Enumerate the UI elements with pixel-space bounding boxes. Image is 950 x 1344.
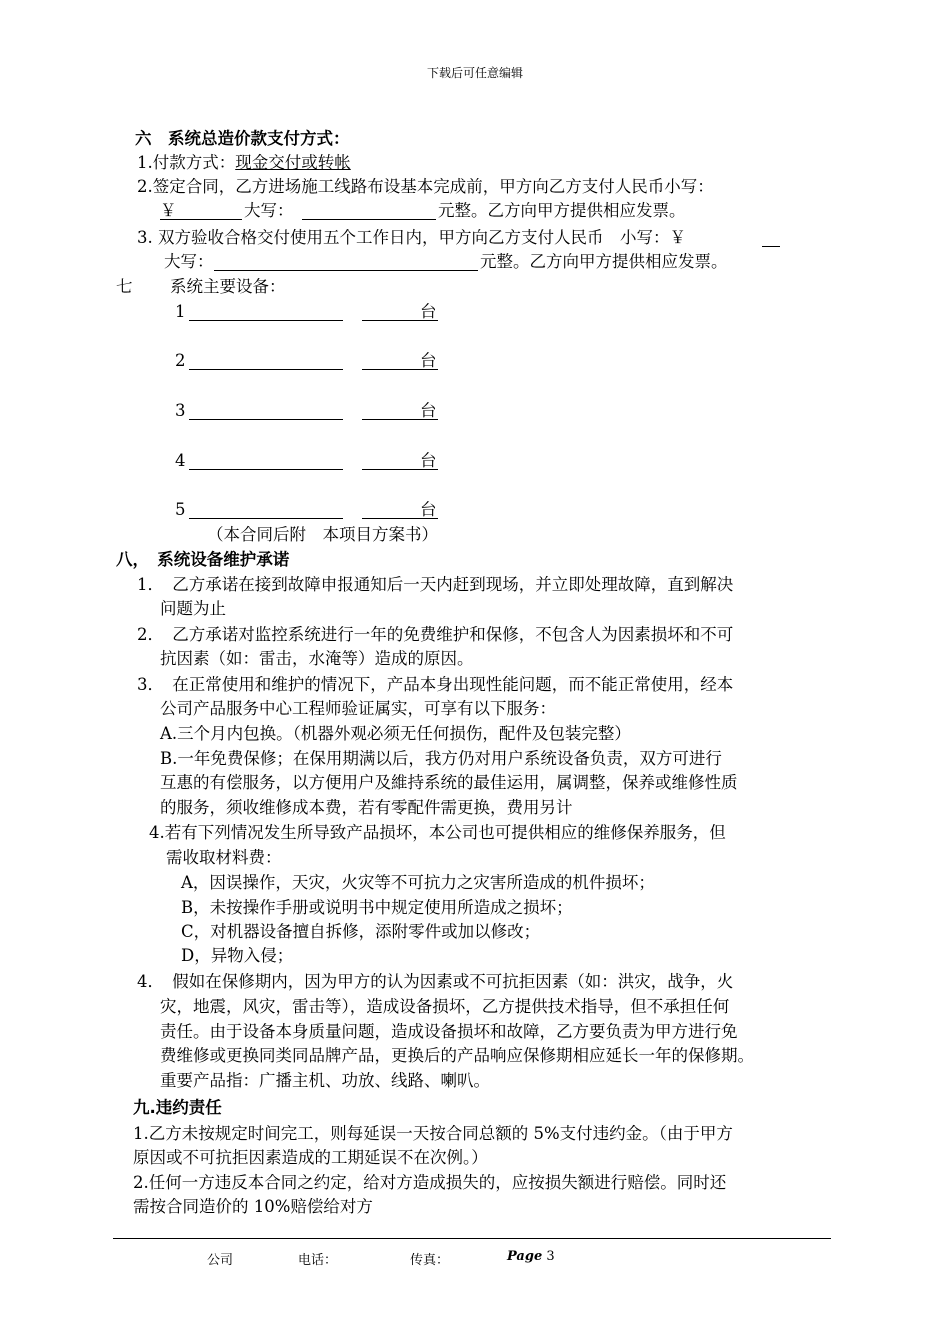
section6-item3-tail: 元整。乙方向甲方提供相应发票。 xyxy=(480,252,728,271)
section8-p3-a: A.三个月内包换。（机器外观必须无任何损伤，配件及包装完整） xyxy=(160,724,631,743)
equipment-name-blank xyxy=(189,419,343,420)
equipment-num: 1 xyxy=(175,302,186,321)
section8-p4-line2: 需收取材料费： xyxy=(166,848,282,867)
section6-item1-label: 付款方式： xyxy=(152,153,236,172)
section8-p4-a: A，因误操作，天灾，火灾等不可抗力之灾害所造成的机件损坏； xyxy=(181,873,655,892)
equipment-unit: 台 xyxy=(420,302,437,321)
section6-item1 xyxy=(137,153,351,173)
page-label: Page xyxy=(507,1249,543,1264)
section6-item2-yen: ￥ xyxy=(160,201,177,220)
section8-title: 八， 系统设备维护承诺 xyxy=(116,550,290,569)
section8-p5-line4: 费维修或更换同类同品牌产品，更换后的产品响应保修期相应延长一年的保修期。 xyxy=(160,1046,754,1065)
section6-item3-line1: 3. 双方验收合格交付使用五个工作日内，甲方向乙方支付人民币 小写：￥ xyxy=(137,228,686,247)
equipment-unit: 台 xyxy=(420,351,437,370)
equipment-num: 3 xyxy=(175,401,186,420)
section8-p3-line2: 公司产品服务中心工程师验证属实，可享有以下服务： xyxy=(160,699,556,718)
section7-number: 七 xyxy=(116,277,133,296)
section8-p3-b2: 互惠的有偿服务，以方便用户及維持系统的最佳运用，属调整，保养或维修性质 xyxy=(160,773,738,792)
section9-line3: 2.任何一方违反本合同之约定，给对方造成损失的，应按损失额进行赔偿。同时还 xyxy=(133,1173,727,1192)
footer-phone: 电话： xyxy=(298,1253,338,1268)
section8-p4-b: B，未按操作手册或说明书中规定使用所造成之损坏； xyxy=(181,898,573,917)
section9-line2: 原因或不可抗拒因素造成的工期延误不在次例。） xyxy=(133,1148,488,1167)
section7-note: （本合同后附 本项目方案书） xyxy=(207,525,438,544)
amount-small-blank xyxy=(160,219,242,220)
section8-p2-line1: 2． 乙方承诺对监控系统进行一年的免费维护和保修，不包含人为因素损坏和不可 xyxy=(137,625,734,644)
section9-line1: 1.乙方未按规定时间完工，则每延误一天按合同总额的 5%支付违约金。（由于甲方 xyxy=(133,1124,733,1143)
section6-item1-value: 现金交付或转帐 xyxy=(235,153,351,172)
section8-p3-b1: B.一年免费保修；在保用期满以后，我方仍对用户系统设备负责，双方可进行 xyxy=(160,749,722,768)
section6-item1-num: 1. xyxy=(137,153,153,172)
section8-p1-line1: 1． 乙方承诺在接到故障申报通知后一天内赶到现场，并立即处理故障，直到解决 xyxy=(137,575,734,594)
section8-p5-line2: 灾，地震，风灾，雷击等），造成设备损坏，乙方提供技术指导，但不承担任何 xyxy=(160,997,730,1016)
equipment-unit: 台 xyxy=(420,401,437,420)
section9-title: 九.违约责任 xyxy=(133,1098,222,1117)
item3-yen-underline xyxy=(762,246,780,247)
section9-line4: 需按合同造价的 10%赔偿给对方 xyxy=(133,1197,373,1216)
section8-p4-d: D，异物入侵； xyxy=(181,946,294,965)
section8-p3-line1: 3． 在正常使用和维护的情况下，产品本身出现性能问题，而不能正常使用，经本 xyxy=(137,675,734,694)
section8-p1-line2: 问题为止 xyxy=(160,599,226,618)
section8-p2-line2: 抗因素（如：雷击，水淹等）造成的原因。 xyxy=(160,649,474,668)
footer-company: 公司 xyxy=(207,1253,234,1268)
equipment-name-blank xyxy=(189,320,343,321)
page-header-note: 下载后可任意编辑 xyxy=(426,66,523,80)
section8-p3-b3: 的服务，须收维修成本费，若有零配件需更换，费用另计 xyxy=(160,798,573,817)
section6-title: 六 系统总造价款支付方式： xyxy=(135,129,350,148)
footer-rule xyxy=(113,1238,831,1239)
equipment-name-blank xyxy=(189,518,343,519)
section6-item3-daxie: 大写： xyxy=(164,252,214,271)
section6-item2-daxie: 大写： xyxy=(244,201,294,220)
section6-item2-line1: 2.签定合同，乙方进场施工线路布设基本完成前，甲方向乙方支付人民币小写： xyxy=(137,177,714,196)
equipment-name-blank xyxy=(189,369,343,370)
equipment-num: 4 xyxy=(175,451,186,470)
equipment-name-blank xyxy=(189,469,343,470)
equipment-unit: 台 xyxy=(420,451,437,470)
item3-amount-blank xyxy=(214,270,478,271)
section7-title: 系统主要设备： xyxy=(170,277,286,296)
section8-p4-c: C，对机器设备擅自拆修，添附零件或加以修改； xyxy=(181,922,541,941)
equipment-unit: 台 xyxy=(420,500,437,519)
page-num: 3 xyxy=(546,1249,555,1264)
section8-p5-line3: 责任。由于设备本身质量问题，造成设备损坏和故障，乙方要负责为甲方进行免 xyxy=(160,1022,738,1041)
page-number xyxy=(507,1249,555,1264)
section6-item2-tail: 元整。乙方向甲方提供相应发票。 xyxy=(438,201,686,220)
section8-p4-line1: 4.若有下列情况发生所导致产品损坏，本公司也可提供相应的维修保养服务，但 xyxy=(149,823,726,842)
amount-capital-blank xyxy=(302,219,436,220)
section8-p5-line5: 重要产品指：广播主机、功放、线路、喇叭。 xyxy=(160,1071,490,1090)
equipment-num: 5 xyxy=(175,500,186,519)
footer-fax: 传真： xyxy=(410,1253,450,1268)
equipment-num: 2 xyxy=(175,351,186,370)
section8-p5-line1: 4． 假如在保修期内，因为甲方的认为因素或不可抗拒因素（如：洪灾，战争，火 xyxy=(137,972,734,991)
